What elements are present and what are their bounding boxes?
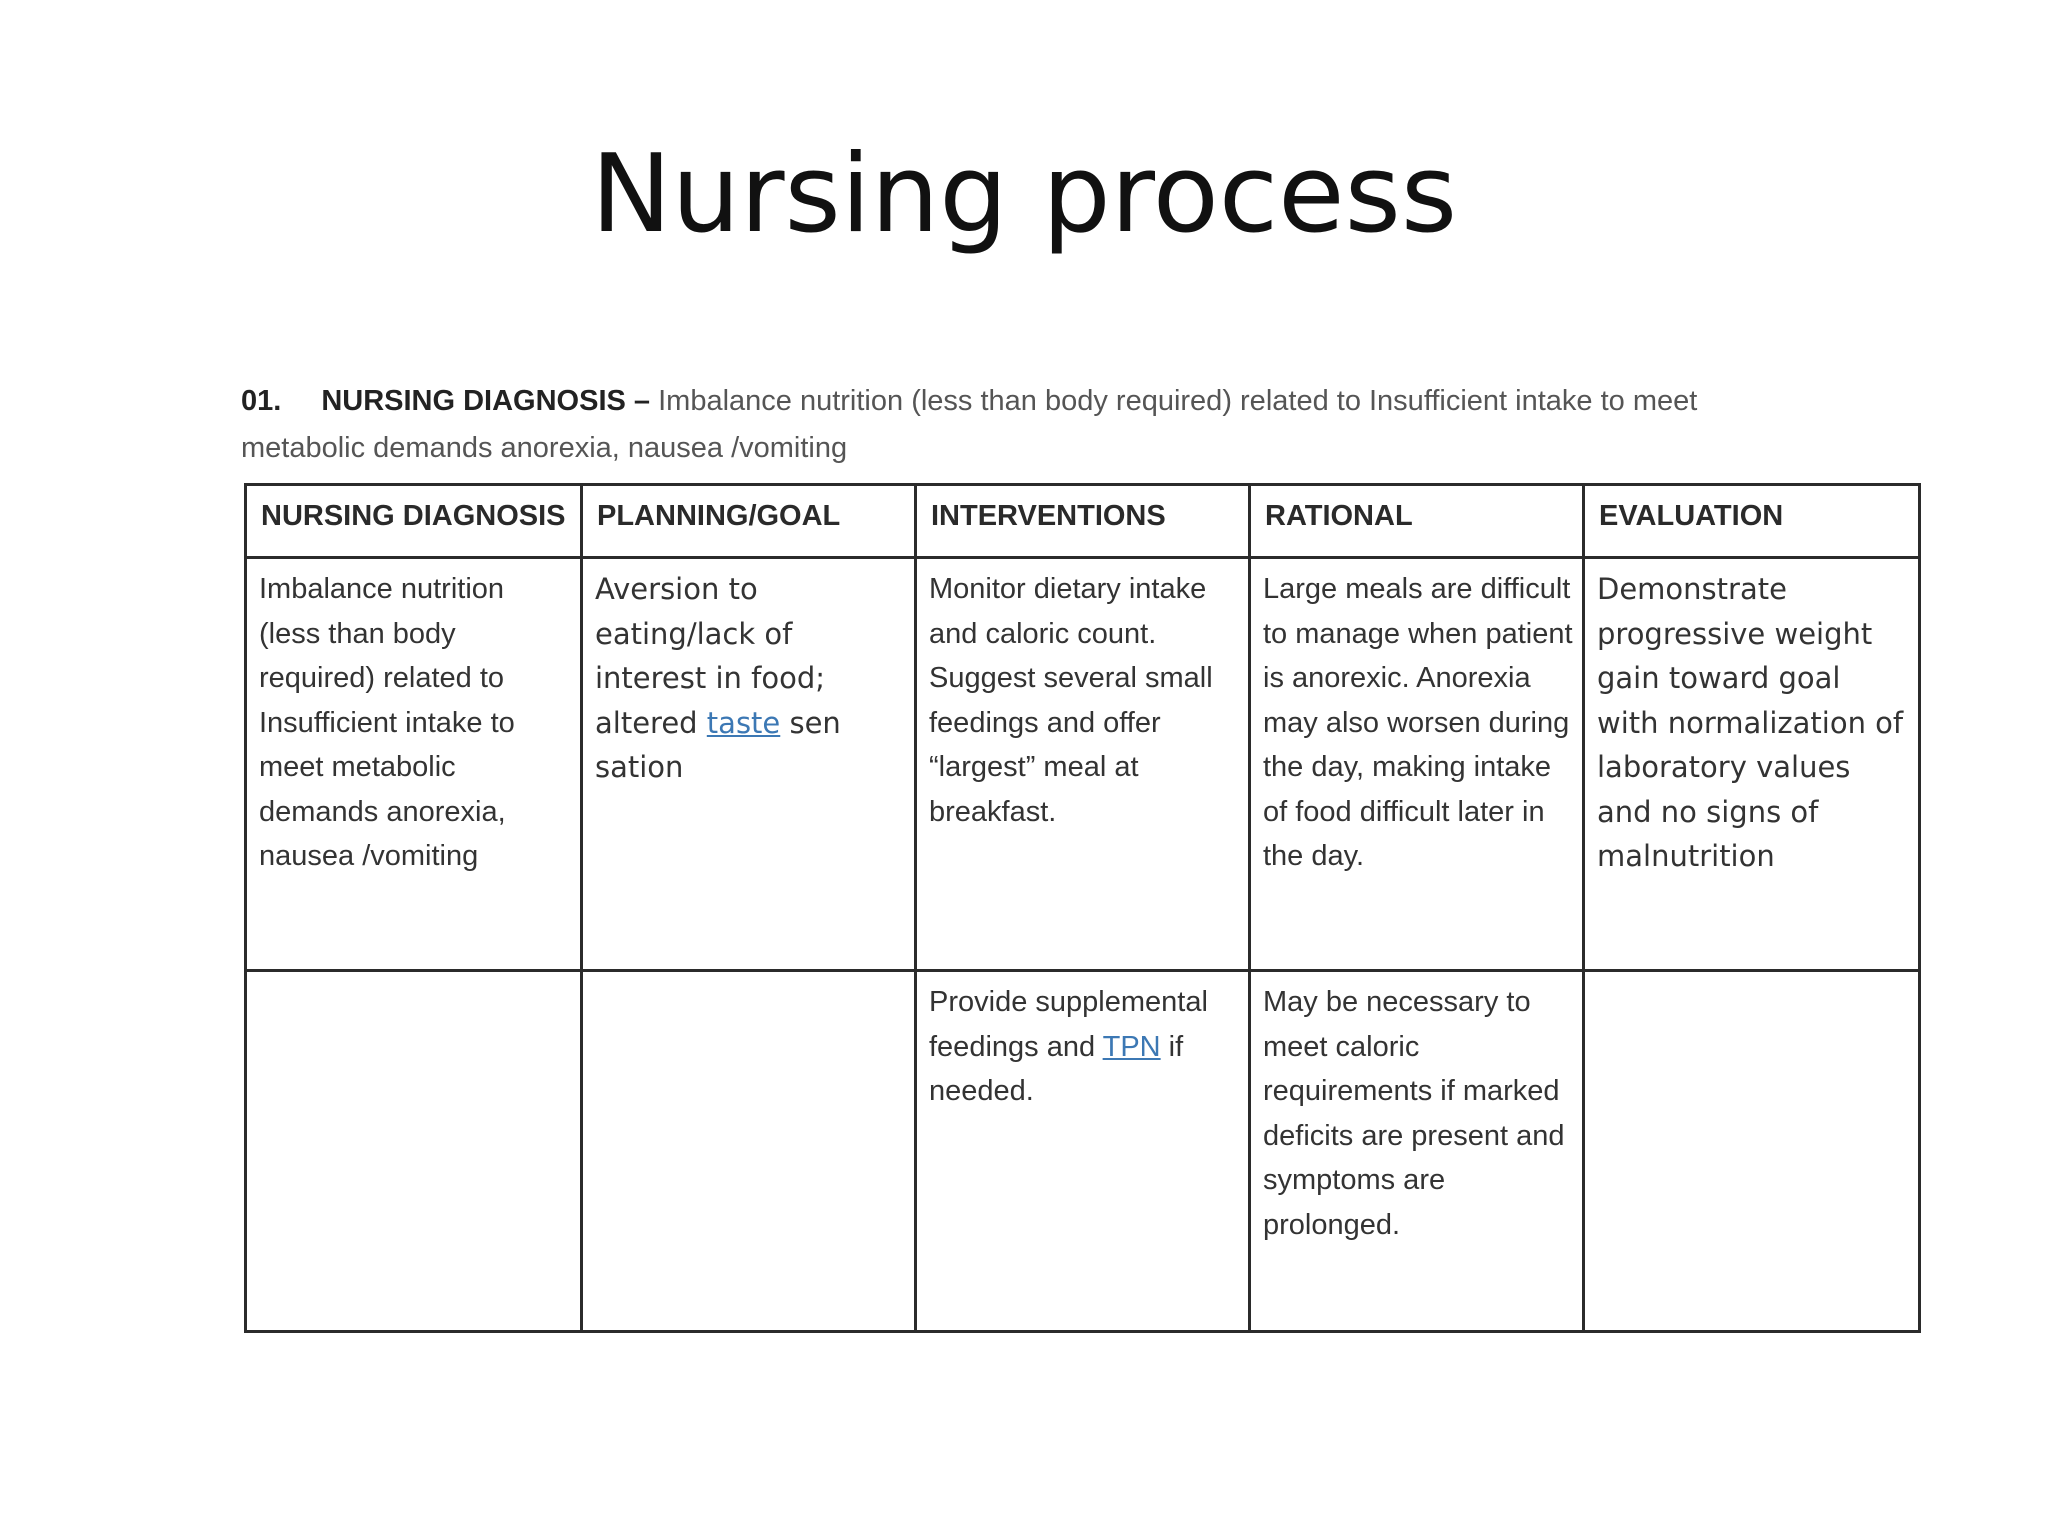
nursing-process-table — [244, 483, 1921, 1333]
taste-link[interactable]: taste — [706, 705, 781, 740]
cell-evaluation — [1584, 971, 1920, 1332]
header-rational: RATIONAL — [1250, 485, 1584, 558]
header-planning-goal: PLANNING/GOAL — [582, 485, 916, 558]
table-row — [246, 971, 1920, 1332]
cell-planning — [582, 971, 916, 1332]
cell-planning — [582, 558, 916, 971]
planning-text-end: sen sation — [595, 705, 841, 784]
cell-interventions — [916, 971, 1250, 1332]
table-header-row — [246, 485, 1920, 558]
cell-rational: May be necessary to meet caloric requirements if marked deficits are present and symptoms are prolonged. — [1250, 971, 1584, 1332]
heading-text: Imbalance nutrition (less than body required) related to Insufficient intake to meet metabolic demands anorexia, nausea /vomiting — [241, 385, 1698, 464]
cell-diagnosis: Imbalance nutrition (less than body required) related to Insufficient intake to meet metabolic demands anorexia, nausea /vomiting — [246, 558, 582, 971]
header-interventions: INTERVENTIONS — [916, 485, 1250, 558]
header-nursing-diagnosis: NURSING DIAGNOSIS — [246, 485, 582, 558]
interventions-text-end: if needed. — [929, 1030, 1184, 1107]
header-evaluation: EVALUATION — [1584, 485, 1920, 558]
slide-title: Nursing process — [590, 132, 1458, 257]
cell-evaluation: Demonstrate progressive weight gain toward goal with normalization of laboratory values and no signs of malnutrition — [1584, 558, 1920, 971]
table-row — [246, 558, 1920, 971]
heading-number: 01. — [241, 385, 282, 417]
heading-label: NURSING DIAGNOSIS – — [321, 385, 651, 417]
planning-text: Aversion to eating/lack of interest in food; altered — [595, 572, 826, 740]
diagnosis-heading — [241, 378, 1801, 472]
interventions-text: Provide supplemental feedings and — [929, 986, 1208, 1063]
tpn-link[interactable]: TPN — [1102, 1030, 1161, 1063]
cell-diagnosis — [246, 971, 582, 1332]
cell-interventions: Monitor dietary intake and caloric count. Suggest several small feedings and offer “largest” meal at breakfast. — [916, 558, 1250, 971]
cell-rational: Large meals are difficult to manage when patient is anorexic. Anorexia may also worsen during the day, making intake of food difficult later in the day. — [1250, 558, 1584, 971]
